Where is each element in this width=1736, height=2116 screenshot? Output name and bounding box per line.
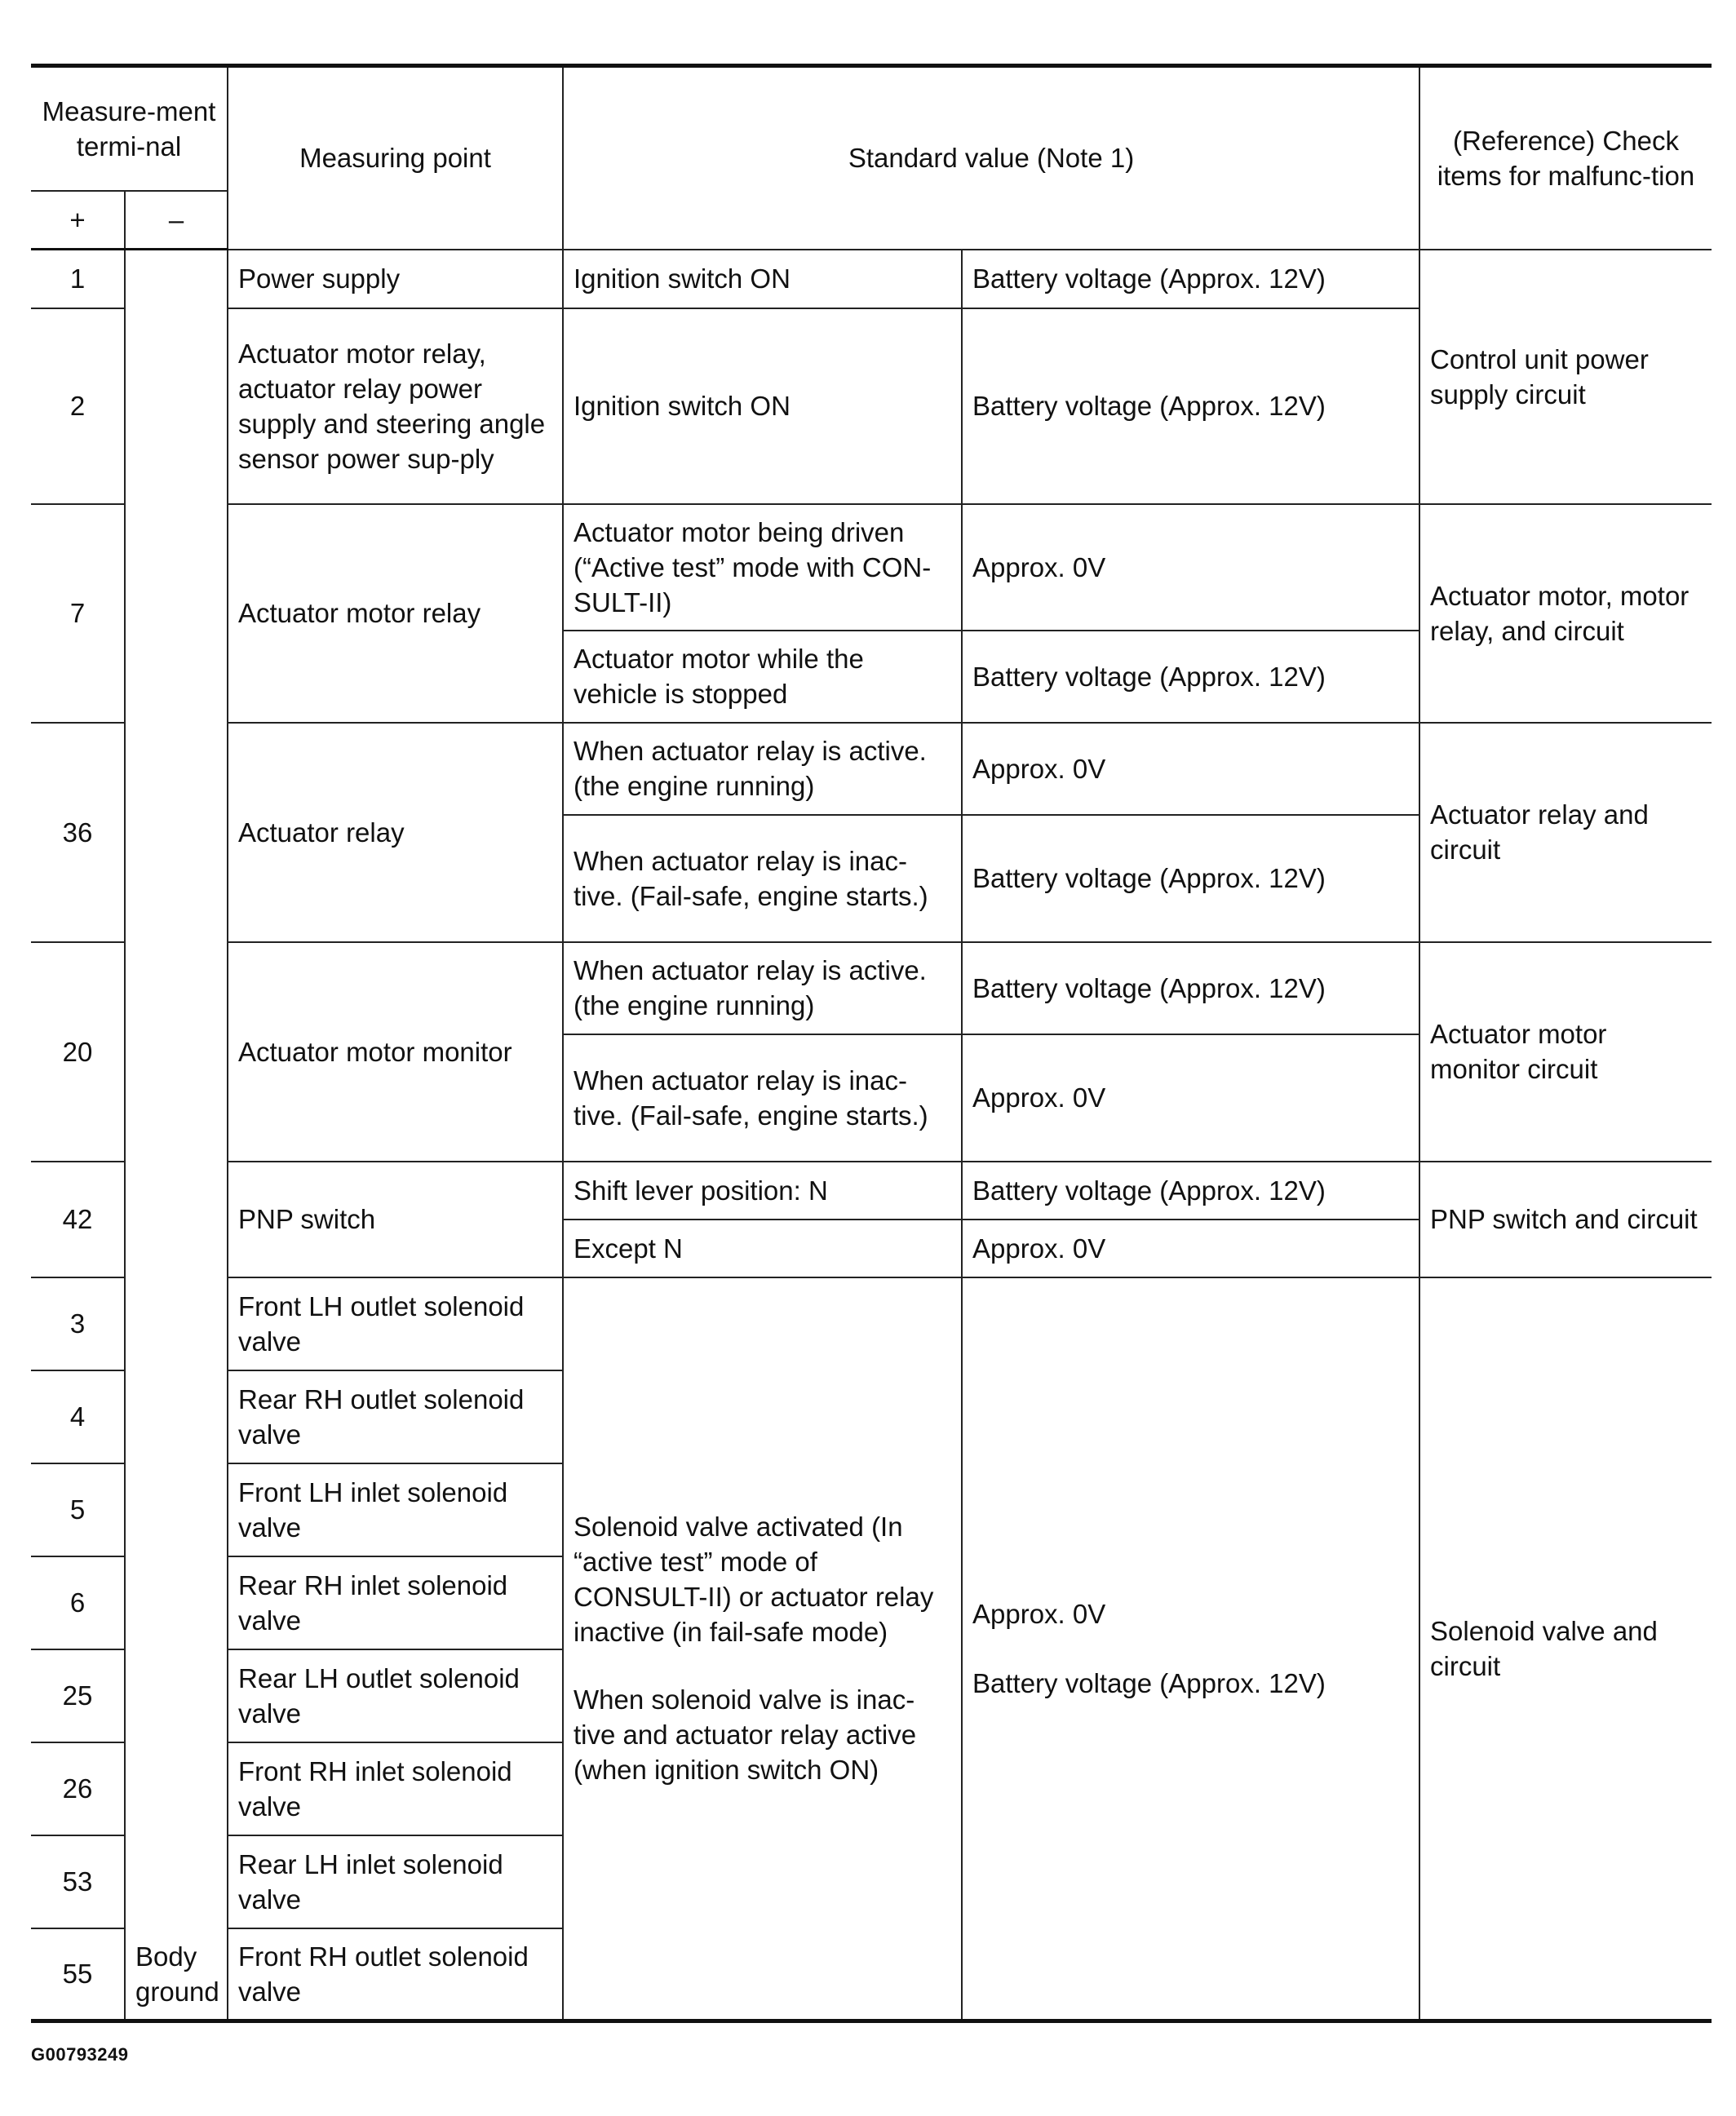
condition: When solenoid valve is inac-tive and actuator relay active (when ignition switch ON) xyxy=(574,1684,917,1786)
terminal-number: 25 xyxy=(31,1649,125,1742)
solenoid-value xyxy=(962,1277,1419,2021)
measuring-point: PNP switch xyxy=(228,1162,563,1277)
terminal-number: 5 xyxy=(31,1463,125,1556)
terminal-number: 6 xyxy=(31,1556,125,1649)
terminal-number: 20 xyxy=(31,942,125,1162)
header-measuring-point: Measuring point xyxy=(228,66,563,250)
terminal-number: 42 xyxy=(31,1162,125,1277)
terminal-number: 53 xyxy=(31,1835,125,1928)
check-item: Actuator motor monitor circuit xyxy=(1419,942,1712,1162)
measuring-point: Front RH inlet solenoid valve xyxy=(228,1742,563,1835)
condition: Ignition switch ON xyxy=(563,308,962,504)
measuring-point: Rear RH outlet solenoid valve xyxy=(228,1370,563,1463)
table-row xyxy=(31,504,1712,631)
standard-value: Battery voltage (Approx. 12V) xyxy=(962,942,1419,1034)
standard-value: Battery voltage (Approx. 12V) xyxy=(962,1162,1419,1220)
measuring-point: Front LH inlet solenoid valve xyxy=(228,1463,563,1556)
check-item: Solenoid valve and circuit xyxy=(1419,1277,1712,2021)
check-item: PNP switch and circuit xyxy=(1419,1162,1712,1277)
header-measurement-terminal: Measure-ment termi-nal xyxy=(31,66,228,191)
terminal-number: 2 xyxy=(31,308,125,504)
terminal-number: 7 xyxy=(31,504,125,723)
terminal-number: 36 xyxy=(31,723,125,942)
terminal-number: 3 xyxy=(31,1277,125,1370)
table-row xyxy=(31,723,1712,815)
measuring-point: Actuator motor relay xyxy=(228,504,563,723)
condition: When actuator relay is inac-tive. (Fail-safe, engine starts.) xyxy=(563,815,962,942)
terminal-spec-table xyxy=(31,64,1712,2023)
header-standard-value: Standard value (Note 1) xyxy=(563,66,1419,250)
table-row xyxy=(31,942,1712,1034)
measuring-point: Power supply xyxy=(228,250,563,308)
measuring-point: Actuator motor monitor xyxy=(228,942,563,1162)
check-item: Actuator relay and circuit xyxy=(1419,723,1712,942)
measuring-point: Rear LH outlet solenoid valve xyxy=(228,1649,563,1742)
measuring-point: Rear RH inlet solenoid valve xyxy=(228,1556,563,1649)
terminal-number: 26 xyxy=(31,1742,125,1835)
standard-value: Approx. 0V xyxy=(962,723,1419,815)
terminal-number: 1 xyxy=(31,250,125,308)
standard-value: Approx. 0V xyxy=(972,1598,1106,1629)
measuring-point: Rear LH inlet solenoid valve xyxy=(228,1835,563,1928)
check-item: Actuator motor, motor relay, and circuit xyxy=(1419,504,1712,723)
standard-value: Battery voltage (Approx. 12V) xyxy=(962,250,1419,308)
condition: Ignition switch ON xyxy=(563,250,962,308)
standard-value: Approx. 0V xyxy=(962,1034,1419,1162)
header-plus: + xyxy=(31,191,125,250)
terminal-number: 4 xyxy=(31,1370,125,1463)
condition: Actuator motor while the vehicle is stopped xyxy=(563,631,962,723)
table-row xyxy=(31,1277,1712,1370)
body-ground-cell: Body ground xyxy=(125,250,228,2021)
check-item: Control unit power supply circuit xyxy=(1419,250,1712,504)
table-row xyxy=(31,1162,1712,1220)
standard-value: Battery voltage (Approx. 12V) xyxy=(962,308,1419,504)
table-row xyxy=(31,250,1712,308)
condition: Except N xyxy=(563,1220,962,1277)
standard-value: Approx. 0V xyxy=(962,504,1419,631)
condition: Shift lever position: N xyxy=(563,1162,962,1220)
condition: When actuator relay is active. (the engine running) xyxy=(563,942,962,1034)
standard-value: Battery voltage (Approx. 12V) xyxy=(972,1667,1326,1698)
measuring-point: Front LH outlet solenoid valve xyxy=(228,1277,563,1370)
condition: Actuator motor being driven (“Active test” mode with CON-SULT-II) xyxy=(563,504,962,631)
measuring-point: Front RH outlet solenoid valve xyxy=(228,1928,563,2021)
solenoid-condition xyxy=(563,1277,962,2021)
header-minus: – xyxy=(125,191,228,250)
terminal-number: 55 xyxy=(31,1928,125,2021)
condition: When actuator relay is inac-tive. (Fail-safe, engine starts.) xyxy=(563,1034,962,1162)
condition: When actuator relay is active. (the engine running) xyxy=(563,723,962,815)
standard-value: Battery voltage (Approx. 12V) xyxy=(962,815,1419,942)
condition: Solenoid valve activated (In “active test” mode of CONSULT-II) or actuator relay inactive (in fail-safe mode) xyxy=(574,1512,934,1648)
measuring-point: Actuator relay xyxy=(228,723,563,942)
measuring-point: Actuator motor relay, actuator relay power supply and steering angle sensor power sup-ply xyxy=(228,308,563,504)
header-check-items: (Reference) Check items for malfunc-tion xyxy=(1419,66,1712,250)
standard-value: Battery voltage (Approx. 12V) xyxy=(962,631,1419,723)
figure-id: G00793249 xyxy=(31,2044,129,2065)
standard-value: Approx. 0V xyxy=(962,1220,1419,1277)
